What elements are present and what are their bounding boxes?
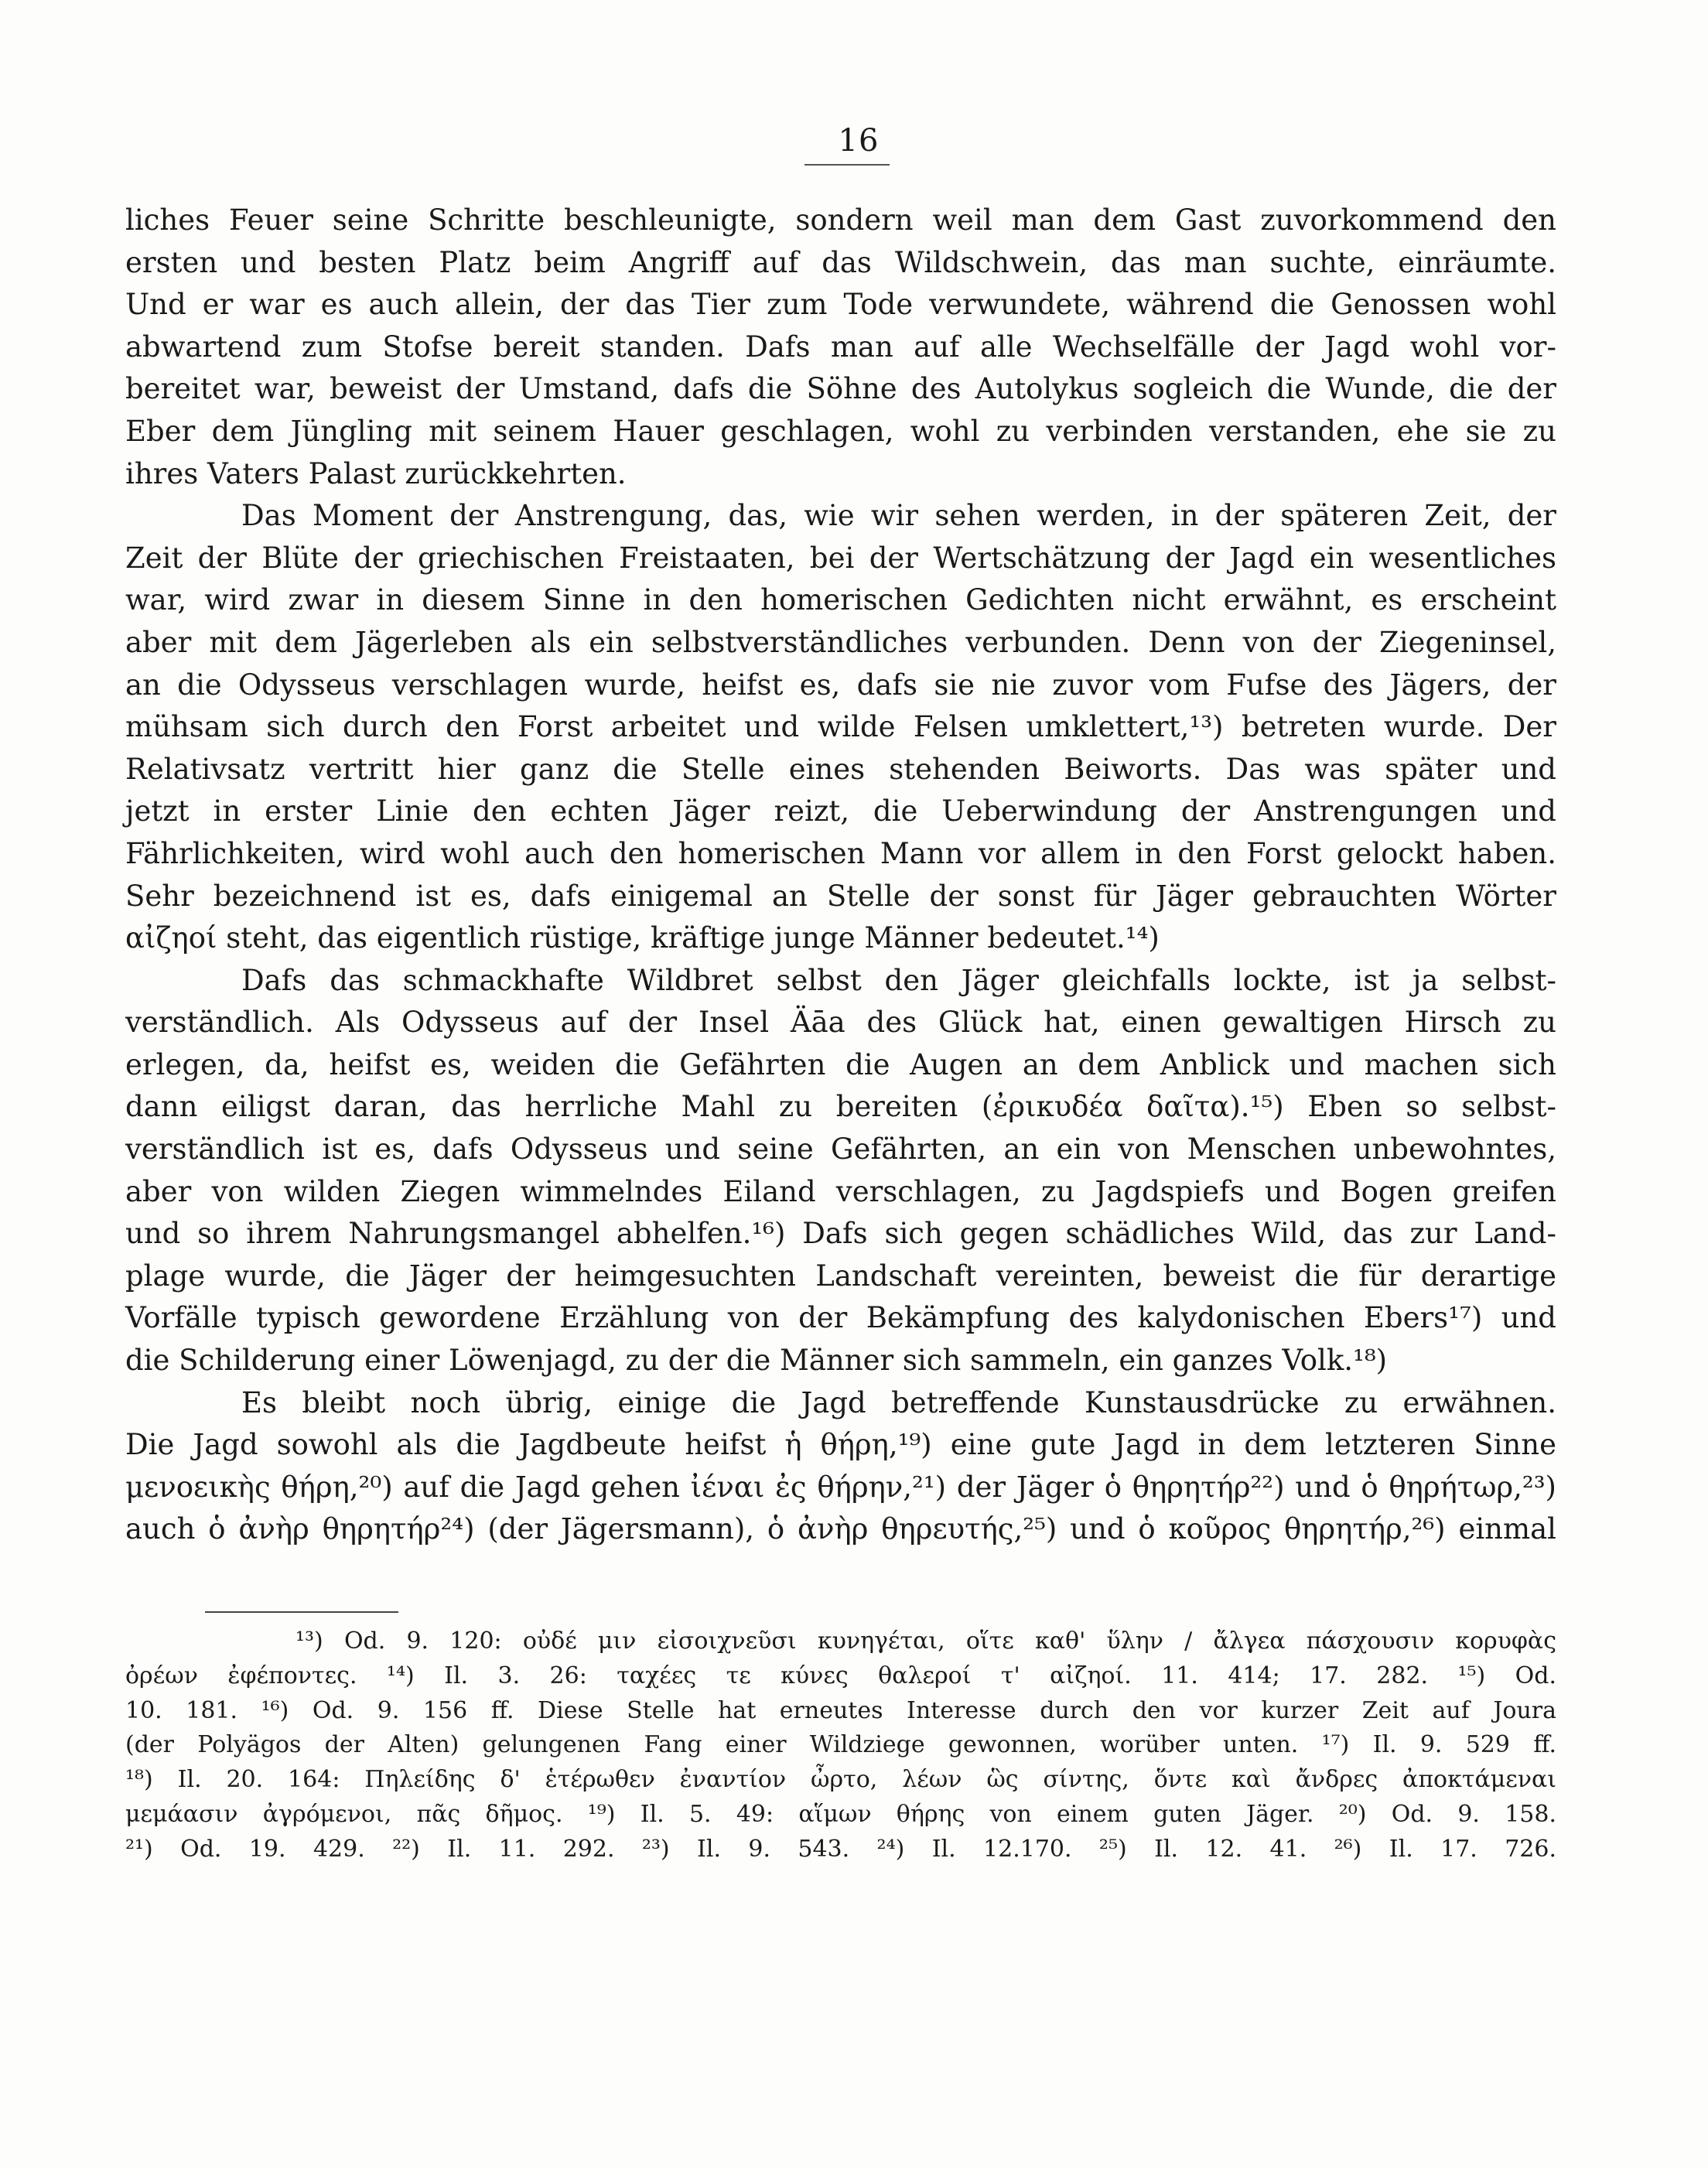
text-line: ersten und besten Platz beim Angriff auf das Wildschwein, das man suchte, einräumte. (125, 245, 1556, 279)
text-line: war, wird zwar in diesem Sinne in den homerischen Gedichten nicht erwähnt, es erscheint (125, 583, 1556, 617)
footnotes (125, 1624, 1556, 1867)
text-line: liches Feuer seine Schritte beschleunigte, sondern weil man dem Gast zuvorkommend den (125, 203, 1556, 237)
footnote-line: ¹³) Od. 9. 120: οὐδέ μιν εἰσοιχνεῦσι κυνηγέται, οἵτε καθ' ὕλην / ἄλγεα πάσχουσιν κορυφὰς (295, 1628, 1556, 1655)
text-line: Sehr bezeichnend ist es, dafs einigemal an Stelle der sonst für Jäger gebrauchten Wörter (125, 879, 1556, 913)
text-line: Vorfälle typisch gewordene Erzählung von der Bekämpfung des kalydonischen Ebers¹⁷) und (125, 1301, 1556, 1335)
text-line: Relativsatz vertritt hier ganz die Stelle eines stehenden Beiworts. Das was später und (125, 752, 1556, 786)
footnote-line: 10. 181. ¹⁶) Od. 9. 156 ff. Diese Stelle hat erneutes Interesse durch den vor kurzer Zeit auf Joura (125, 1696, 1556, 1724)
text-line: Die Jagd sowohl als die Jagdbeute heifst ἡ θήρη,¹⁹) eine gute Jagd in dem letzteren Sinne (125, 1428, 1556, 1462)
text-line: jetzt in erster Linie den echten Jäger reizt, die Ueberwindung der Anstrengungen und (125, 794, 1556, 828)
text-line: dann eiligst daran, das herrliche Mahl zu bereiten (ἐρικυδέα δαῖτα).¹⁵) Eben so selbst- (125, 1090, 1556, 1124)
text-line: Zeit der Blüte der griechischen Freistaaten, bei der Wertschätzung der Jagd ein wesentliches (125, 541, 1556, 575)
text-line: erlegen, da, heifst es, weiden die Gefährten die Augen an dem Anblick und machen sich (125, 1047, 1556, 1081)
paragraph-start-line: Es bleibt noch übrig, einige die Jagd betreffende Kunstausdrücke zu erwähnen. (241, 1385, 1556, 1419)
text-line: abwartend zum Stofse bereit standen. Dafs man auf alle Wechselfälle der Jagd wohl vor- (125, 330, 1556, 364)
text-line: bereitet war, beweist der Umstand, dafs die Söhne des Autolykus sogleich die Wunde, die der (125, 372, 1556, 406)
footnote-line: ¹⁸) Il. 20. 164: Πηλείδης δ' ἑτέρωθεν ἐναντίον ὦρτο, λέων ὣς σίντης, ὅντε καὶ ἄνδρες ἀποκτάμεναι (125, 1766, 1556, 1794)
footnote-separator (205, 1611, 398, 1613)
text-line: und so ihrem Nahrungsmangel abhelfen.¹⁶) Dafs sich gegen schädliches Wild, das zur Land- (125, 1217, 1556, 1251)
text-line: Eber dem Jüngling mit seinem Hauer geschlagen, wohl zu verbinden verstanden, ehe sie zu (125, 414, 1556, 448)
paragraph-start-line: Dafs das schmackhafte Wildbret selbst den Jäger gleichfalls lockte, ist ja selbst- (241, 963, 1556, 997)
text-line: verständlich ist es, dafs Odysseus und seine Gefährten, an ein von Menschen unbewohntes, (125, 1132, 1556, 1166)
text-line: verständlich. Als Odysseus auf der Insel Äāa des Glück hat, einen gewaltigen Hirsch zu (125, 1006, 1556, 1040)
text-line: plage wurde, die Jäger der heimgesuchten Landschaft vereinten, beweist die für derartige (125, 1259, 1556, 1293)
text-line: an die Odysseus verschlagen wurde, heifst es, dafs sie nie zuvor vom Fufse des Jägers, der (125, 668, 1556, 702)
paragraph-start-line: Das Moment der Anstrengung, das, wie wir sehen werden, in der späteren Zeit, der (241, 499, 1556, 533)
text-line: auch ὁ ἀνὴρ θηρητήρ²⁴) (der Jägersmann), ὁ ἀνὴρ θηρευτής,²⁵) und ὁ κοῦρος θηρητήρ,²⁶) einmal (125, 1512, 1556, 1546)
page-number: 16 (838, 123, 880, 159)
text-line: Und er war es auch allein, der das Tier zum Tode verwundete, während die Genossen wohl (125, 288, 1556, 322)
text-line: mühsam sich durch den Forst arbeitet und wilde Felsen umklettert,¹³) betreten wurde. Der (125, 710, 1556, 744)
footnote-line: μεμάασιν ἀγρόμενοι, πᾶς δῆμος. ¹⁹) Il. 5. 49: αἵμων θήρης von einem guten Jäger. ²⁰) Od. 9. 158. (125, 1800, 1556, 1828)
page-number-rule (804, 164, 890, 166)
footnote-line: ²¹) Od. 19. 429. ²²) Il. 11. 292. ²³) Il. 9. 543. ²⁴) Il. 12.170. ²⁵) Il. 12. 41. ²⁶) Il. 17. 726. (125, 1835, 1556, 1863)
text-line: Fährlichkeiten, wird wohl auch den homerischen Mann vor allem in den Forst gelockt haben. (125, 836, 1556, 870)
text-line: die Schilderung einer Löwenjagd, zu der die Männer sich sammeln, ein ganzes Volk.¹⁸) (125, 1344, 1388, 1378)
footnote-line: ὀρέων ἐφέποντες. ¹⁴) Il. 3. 26: ταχέες τε κύνες θαλεροί τ' αἰζηοί. 11. 414; 17. 282. ¹⁵) Od. (125, 1662, 1556, 1689)
text-line: ihres Vaters Palast zurückkehrten. (125, 456, 627, 490)
body-text (125, 200, 1556, 1551)
text-line: αἰζηοί steht, das eigentlich rüstige, kräftige junge Männer bedeutet.¹⁴) (125, 921, 1160, 955)
text-line: aber von wilden Ziegen wimmelndes Eiland verschlagen, zu Jagdspiefs und Bogen greifen (125, 1174, 1556, 1208)
text-line: μενοεικὴς θήρη,²⁰) auf die Jagd gehen ἰέναι ἐς θήρην,²¹) der Jäger ὁ θηρητήρ²²) und ὁ θηρήτωρ,²³) (125, 1470, 1556, 1504)
footnote-line: (der Polyägos der Alten) gelungenen Fang einer Wildziege gewonnen, worüber unten. ¹⁷) Il. 9. 529 ff. (125, 1731, 1556, 1759)
text-line: aber mit dem Jägerleben als ein selbstverständliches verbunden. Denn von der Ziegeninsel, (125, 625, 1556, 659)
